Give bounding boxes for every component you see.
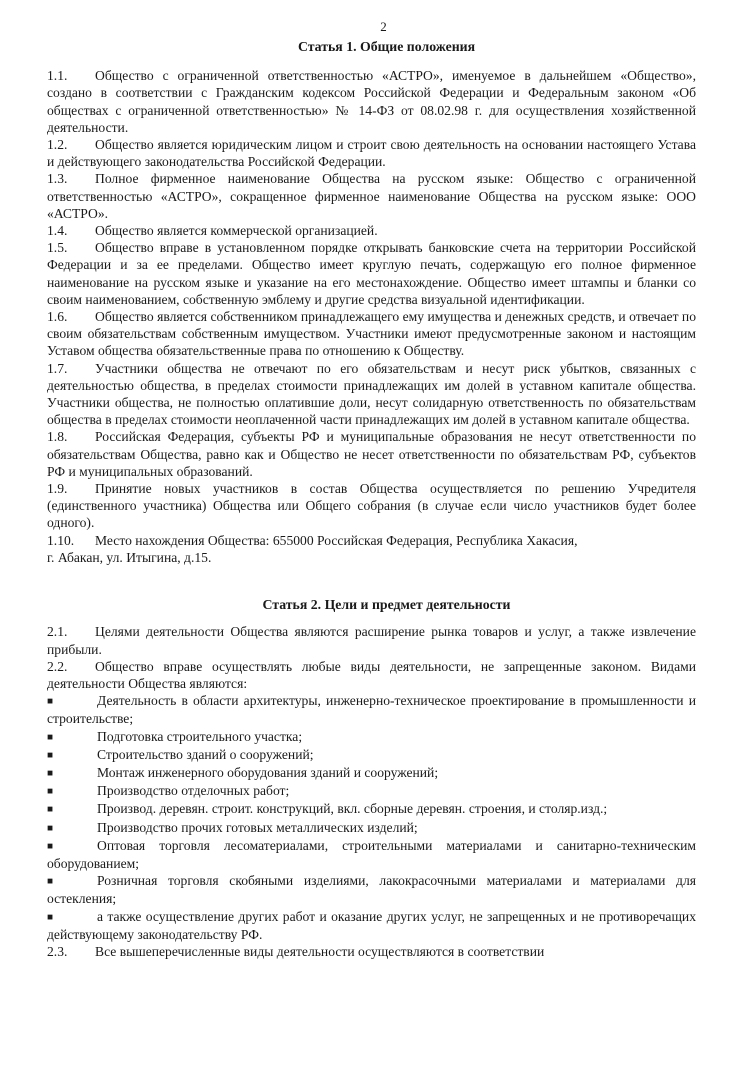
- clause-number: 1.5.: [47, 240, 68, 256]
- bullet-icon: ■: [47, 876, 54, 888]
- clause-number: 1.9.: [47, 481, 68, 497]
- clause-text: Целями деятельности Общества являются расширение рынка товаров и услуг, а также извлечение прибыли.: [47, 624, 696, 657]
- activity-item: ■ Производство отделочных работ;: [47, 782, 696, 800]
- clause-number: 1.10.: [47, 532, 75, 548]
- article-1-body: [47, 67, 696, 566]
- clause-1-4: [47, 222, 696, 239]
- bullet-icon: ■: [47, 786, 54, 798]
- clause-text: Общество с ограниченной ответственностью «АСТРО», именуемое в дальнейшем «Общество», создано в соответствии с Гражданским кодексом Российской Федерации и Федеральным законом «Об обществах с ограниченной ответственностью» № 14-ФЗ от 08.02.98 г. для осуществления хозяйственной деятельности.: [47, 68, 696, 135]
- clause-1-7: [47, 360, 696, 429]
- clause-number: 1.3.: [47, 171, 68, 187]
- activity-item: ■ Розничная торговля скобяными изделиями, лакокрасочными материалами и материалами для остекления;: [47, 873, 696, 907]
- clause-1-9: [47, 480, 696, 532]
- clause-text: Общество вправе осуществлять любые виды деятельности, не запрещенные законом. Видами деятельности Общества являются:: [47, 658, 696, 691]
- activity-item: ■ Оптовая торговля лесоматериалами, строительными материалами и санитарно-техническим оборудованием;: [47, 837, 696, 871]
- clause-1-2: [47, 136, 696, 170]
- clause-1-8: [47, 428, 696, 480]
- bullet-icon: ■: [47, 822, 54, 834]
- activity-item: ■ Производство прочих готовых металлических изделий;: [47, 819, 696, 837]
- clause-text: Общество является собственником принадлежащего ему имущества и денежных средств, и отвечает по своим обязательствам собственным имуществом. Участники имеют предусмотренные законом и настоящим Уставом общества обязательственные права по отношению к Обществу.: [47, 309, 696, 359]
- bullet-icon: ■: [47, 696, 54, 708]
- clause-2-1: [47, 623, 696, 657]
- clause-text: Общество является коммерческой организацией.: [95, 223, 378, 239]
- clause-text: Общество вправе в установленном порядке открывать банковские счета на территории Российской Федерации и за ее пределами. Общество имеет круглую печать, содержащую его полное фирменное наименование на русском языке и указание на его местонахождение. Общество имеет штампы и бланки со своим наименованием, собственную эмблему и другие средства визуальной идентификации.: [47, 240, 696, 307]
- clause-number: 2.2.: [47, 658, 68, 674]
- bullet-icon: ■: [47, 767, 54, 779]
- bullet-icon: ■: [47, 911, 54, 923]
- article-2-body: [47, 623, 696, 960]
- clause-text: Полное фирменное наименование Общества на русском языке: Общество с ограниченной ответственностью «АСТРО», сокращенное фирменное наименование Общества на русском языке: ООО «АСТРО».: [47, 171, 696, 221]
- clause-2-2: [47, 658, 696, 692]
- clause-number: 1.1.: [47, 68, 68, 84]
- activity-item: ■ а также осуществление других работ и оказание других услуг, не запрещенных и не противоречащих действующему законодательству РФ.: [47, 908, 696, 942]
- clause-text-address: г. Абакан, ул. Итыгина, д.15.: [47, 549, 212, 565]
- activity-item: ■ Монтаж инженерного оборудования зданий и сооружений;: [47, 764, 696, 782]
- clause-number: 1.7.: [47, 360, 68, 376]
- clause-1-6: [47, 308, 696, 360]
- clause-1-3: [47, 170, 696, 222]
- clause-text: Российская Федерация, субъекты РФ и муниципальные образования не несут ответственности по обязательствам Общества, равно как и Общество не несет ответственности по обязательствам РФ, субъектов РФ и муниципальных образований.: [47, 429, 696, 479]
- bullet-icon: ■: [47, 731, 54, 743]
- clause-text: Общество является юридическим лицом и строит свою деятельность на основании настоящего Устава и действующего законодательства Российской Федерации.: [47, 137, 696, 170]
- activity-item: ■ Строительство зданий о сооружений;: [47, 746, 696, 764]
- page-number: 2: [380, 19, 387, 34]
- clause-text: Все вышеперечисленные виды деятельности осуществляются в соответствии: [95, 943, 545, 959]
- clause-number: 2.3.: [47, 943, 68, 959]
- activity-item: ■ Производ. деревян. строит. конструкций, вкл. сборные деревян. строения, и столяр.изд.;: [47, 800, 696, 818]
- clause-number: 1.2.: [47, 137, 68, 153]
- clause-1-1: [47, 67, 696, 136]
- clause-number: 1.4.: [47, 223, 68, 239]
- clause-number: 1.8.: [47, 429, 68, 445]
- activity-item: ■ Подготовка строительного участка;: [47, 728, 696, 746]
- clause-2-3: [47, 943, 696, 960]
- bullet-icon: ■: [47, 804, 54, 816]
- article-2-title: Статья 2. Цели и предмет деятельности: [262, 597, 511, 613]
- clause-text: Участники общества не отвечают по его обязательствам и несут риск убытков, связанных с деятельностью общества, в пределах стоимости принадлежащих им долей в уставном капитале общества. Участники общества, не полностью оплатившие доли, несут солидарную ответственность по обязательствам общества в пределах стоимости неоплаченной части принадлежащих им долей в уставном капитале общества.: [47, 360, 696, 428]
- activity-item: ■ Деятельность в области архитектуры, инженерно-техническое проектирование в промышленности и строительстве;: [47, 693, 696, 727]
- clause-1-5: [47, 239, 696, 308]
- clause-text: Принятие новых участников в состав Общества осуществляется по решению Учредителя (единственного участника) Общества или Общего собрания (в случае если число участников будет более одного).: [47, 481, 696, 531]
- clause-number: 1.6.: [47, 309, 68, 325]
- bullet-icon: ■: [47, 749, 54, 761]
- clause-number: 2.1.: [47, 624, 68, 640]
- clause-text: Место нахождения Общества: 655000 Российская Федерация, Республика Хакасия,: [95, 532, 578, 548]
- article-1-title: Статья 1. Общие положения: [297, 39, 476, 54]
- clause-1-10: [47, 532, 696, 566]
- bullet-icon: ■: [47, 840, 54, 852]
